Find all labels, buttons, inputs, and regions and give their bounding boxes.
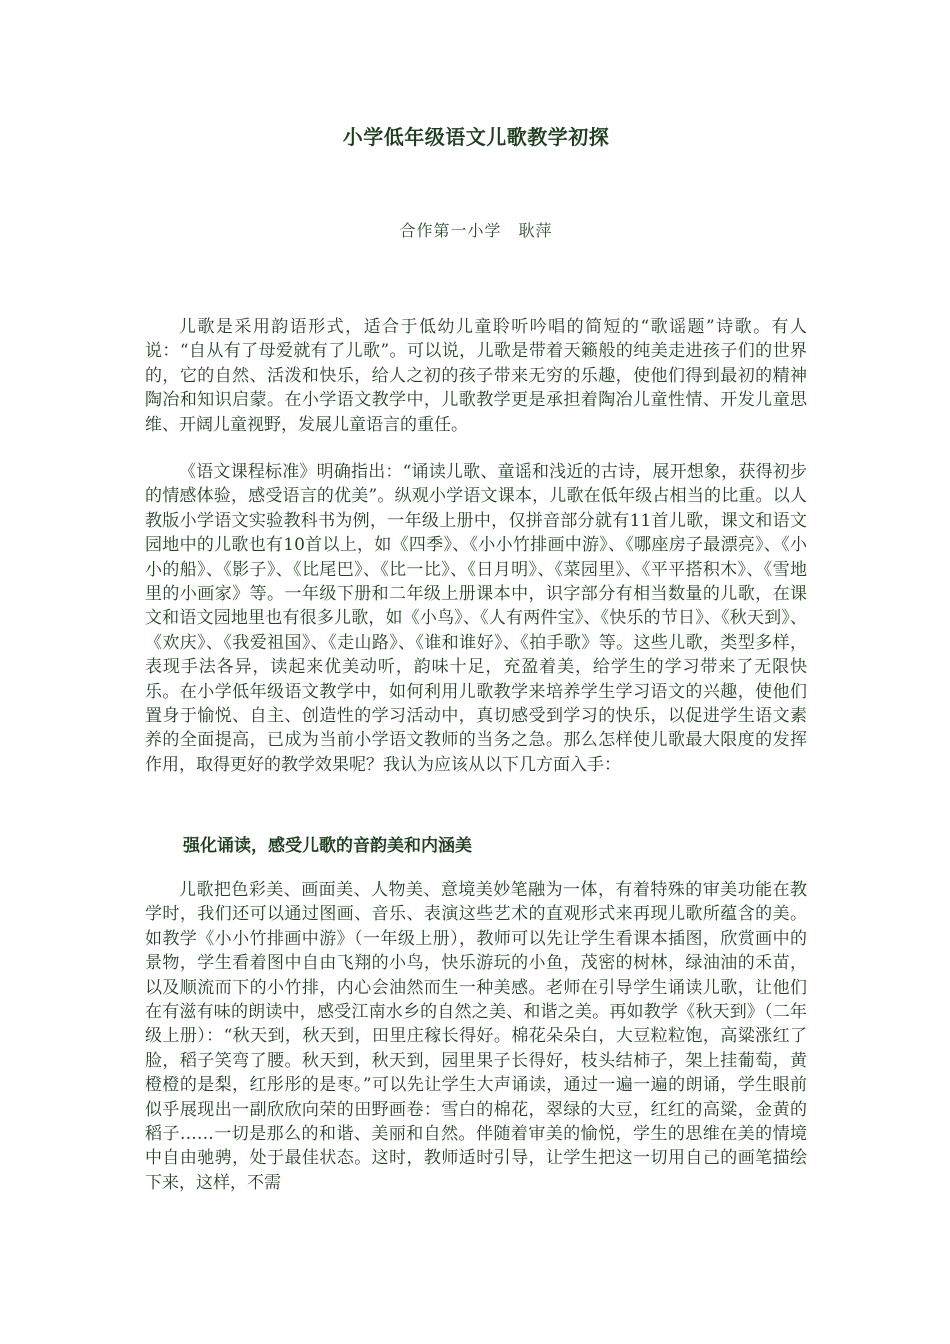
paragraph-curriculum: 《语文课程标准》明确指出：“诵读儿歌、童谣和浅近的古诗，展开想象，获得初步的情感体验，感受语言的优美”。纵观小学语文课本，儿歌在低年级占相当的比重。以人教版小学语文实验教科书为例，一年级上册中，仅拼音部分就有11首儿歌，课文和语文园地中的儿歌也有10首以上，如《四季》、《小小竹排画中游》、《哪座房子最漂亮》、《小小的船》、《影子》、《比尾巴》、《比一比》、《日月明》、《菜园里》、《平平搭积木》、《雪地里的小画家》等。一年级下册和二年级上册课本中，识字部分有相当数量的儿歌，在课文和语文园地里也有很多儿歌，如《小鸟》、《人有两件宝》、《快乐的节日》、《秋天到》、《欢庆》、《我爱祖国》、《走山路》、《谁和谁好》、《拍手歌》等。这些儿歌，类型多样，表现手法各异，读起来优美动听，韵味十足，充盈着美，给学生的学习带来了无限快乐。在小学低年级语文教学中，如何利用儿歌教学来培养学生学习语文的兴趣，使他们置身于愉悦、自主、创造性的学习活动中，真切感受到学习的快乐，以促进学生语文素养的全面提高，已成为当前小学语文教师的当务之急。那么怎样使儿歌最大限度的发挥作用，取得更好的教学效果呢？我认为应该从以下几方面入手：: [145, 462, 807, 775]
document-page: [145, 0, 807, 1344]
section-heading: 强化诵读，感受儿歌的音韵美和内涵美: [183, 836, 472, 856]
paragraph-intro: 儿歌是采用韵语形式，适合于低幼儿童聆听吟唱的简短的“歌谣题”诗歌。有人说：“自从有了母爱就有了儿歌”。可以说，儿歌是带着天籁般的纯美走进孩子们的世界的，它的自然、活泼和快乐，给人之初的孩子带来无穷的乐趣，使他们得到最初的精神陶冶和知识启蒙。在小学语文教学中，儿歌教学更是承担着陶冶儿童性情、开发儿童思维、开阔儿童视野，发展儿童语言的重任。: [145, 317, 807, 435]
author-byline: 合作第一小学 耿萍: [399, 221, 553, 240]
document-title: 小学低年级语文儿歌教学初探: [342, 125, 610, 149]
paragraph-section-body: 儿歌把色彩美、画面美、人物美、意境美妙笔融为一体，有着特殊的审美功能在教学时，我们还可以通过图画、音乐、表演这些艺术的直观形式来再现儿歌所蕴含的美。如教学《小小竹排画中游》（一年级上册），教师可以先让学生看课本插图，欣赏画中的景物，学生看着图中自由飞翔的小鸟，快乐游玩的小鱼，茂密的树林，绿油油的禾苗，以及顺流而下的小竹排，内心会油然而生一种美感。老师在引导学生诵读儿歌，让他们在有滋有味的朗读中，感受江南水乡的自然之美、和谐之美。再如教学《秋天到》（二年级上册）：“秋天到，秋天到，田里庄稼长得好。棉花朵朵白，大豆粒粒饱，高粱涨红了脸，稻子笑弯了腰。秋天到，秋天到，园里果子长得好，枝头结柿子，架上挂葡萄，黄橙橙的是梨，红彤彤的是枣。”可以先让学生大声诵读，通过一遍一遍的朗诵，学生眼前似乎展现出一副欣欣向荣的田野画卷：雪白的棉花，翠绿的大豆，红红的高粱，金黄的稻子……一切是那么的和谐、美丽和自然。伴随着审美的愉悦，学生的思维在美的情境中自由驰骋，处于最佳状态。这时，教师适时引导，让学生把这一切用自己的画笔描绘下来，这样，不需: [145, 880, 807, 1193]
